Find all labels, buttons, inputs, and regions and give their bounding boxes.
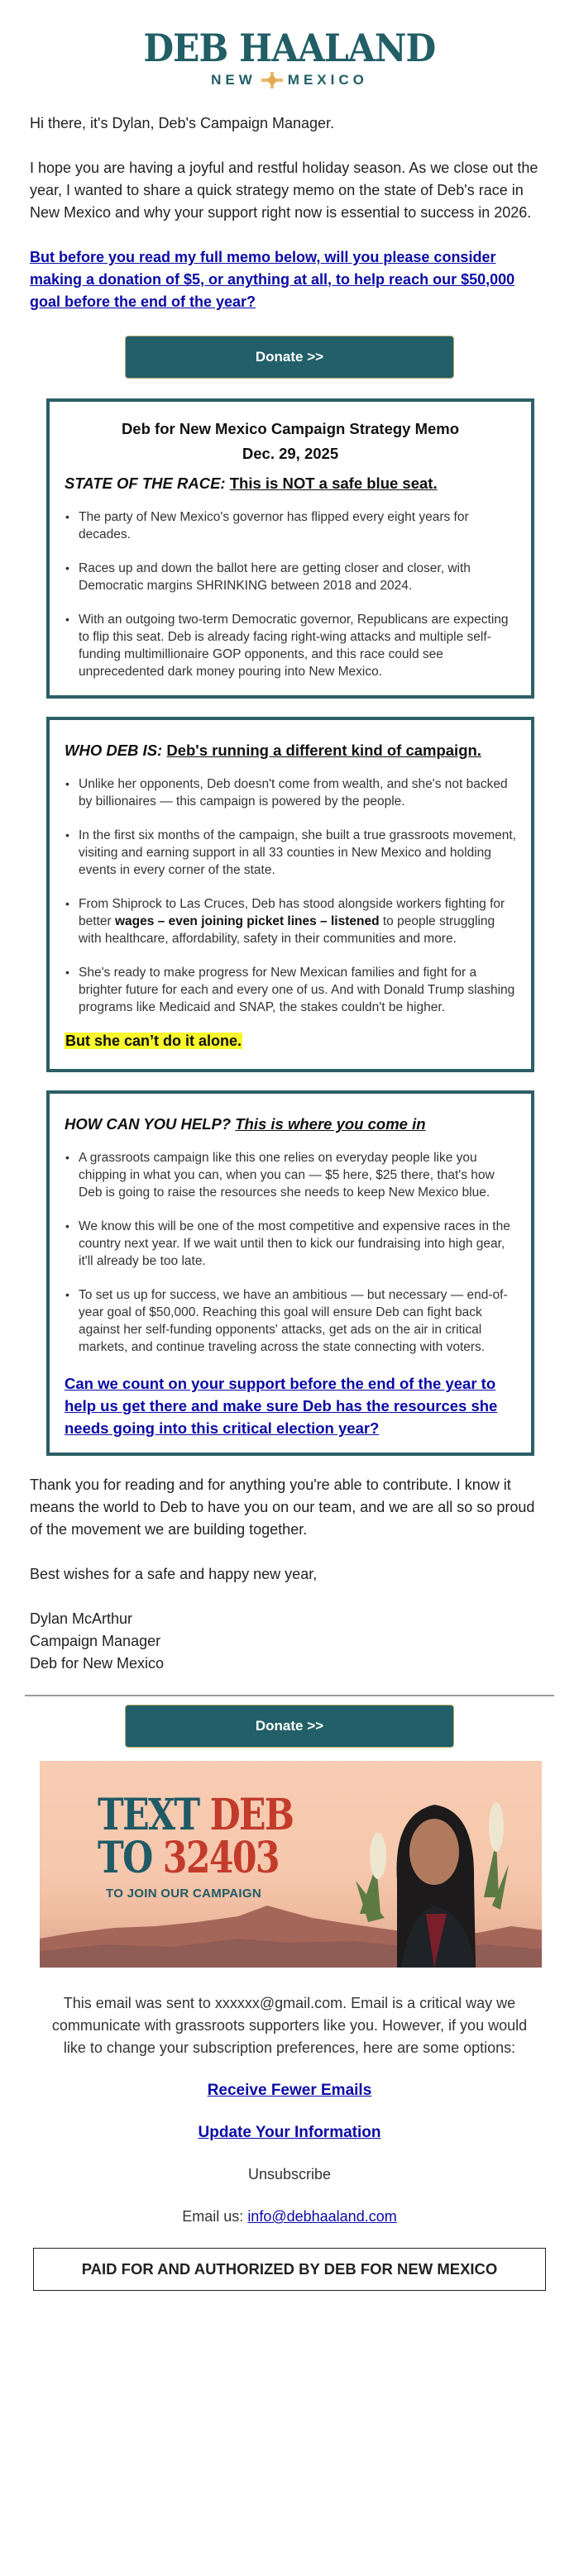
receive-fewer-emails-link[interactable]: Receive Fewer Emails [207,2082,372,2099]
update-information-link[interactable]: Update Your Information [198,2124,381,2141]
section-label: HOW CAN YOU HELP? [65,1115,232,1133]
bullet-list [65,775,516,1016]
highlighted-callout: But she can’t do it alone. [65,1033,242,1049]
memo-title-text: Deb for New Mexico Campaign Strategy Memo [121,420,460,437]
section-headline: Deb's running a different kind of campaign. [166,742,481,759]
banner-headline: TEXT DEB TO 32403 [98,1790,294,1883]
list-item: • Unlike her opponents, Deb doesn't come from wealth, and she's not backed by billionaires — this campaign is powered by the people. [79,775,516,810]
section-label: WHO DEB IS: [65,742,163,759]
text-deb-banner-image[interactable] [40,1761,542,1968]
signature-name: Dylan McArthur [30,1610,133,1627]
memo-date: Dec. 29, 2025 [242,445,339,462]
logo-sub-right: MEXICO [287,72,368,88]
logo-wordmark: DEB HAALAND [143,26,436,70]
list-item: • The party of New Mexico's governor has flipped every eight years for decades. [79,508,516,543]
section-heading [65,475,516,492]
section-headline: This is where you come in [235,1115,426,1133]
donate-button[interactable]: Donate >> [125,336,454,379]
list-item: • We know this will be one of the most competitive and expensive races in the country next year. If we wait until then to kick our fundraising into high gear, it'll already be too late. [79,1218,516,1270]
list-item: • To set us up for success, we have an ambitious — but necessary — end-of-year goal of $50,000. Reaching this goal will ensure Deb can fight back against her self-funding opponents' attacks, get ads on the air in critical markets, and continue traveling across the state connecting with voters. [79,1286,516,1356]
wishes-text: Best wishes for a safe and happy new year, [30,1566,318,1582]
campaign-logo[interactable] [0,0,579,107]
divider [25,1695,554,1696]
deb-haaland-portrait [352,1782,509,1968]
intro-section [0,112,579,313]
memo-box-state-of-race [46,398,534,699]
donate-button-wrap [0,1705,579,1748]
signature-title: Campaign Manager [30,1633,161,1649]
email-footer [0,1992,579,2228]
memo-box-who-deb-is [46,717,534,1072]
unsubscribe-link[interactable]: Unsubscribe [247,2166,332,2182]
section-heading [65,1115,516,1133]
donation-ask-link[interactable]: But before you read my full memo below, will you please consider making a donation of $5, or anything at all, to help reach our $50,000 goal before the end of the year? [30,249,515,310]
greeting-text: Hi there, it's Dylan, Deb's Campaign Manager. [30,115,335,131]
section-label: STATE OF THE RACE: [65,475,226,492]
bullet-list [65,508,516,680]
closing-section [0,1474,579,1675]
list-item: • With an outgoing two-term Democratic governor, Republicans are expecting to flip this seat. Deb is already facing right-wing attacks and multiple self-funding multimillionaire GOP opponents, and this race could see unprecedented dark money pouring into New Mexico. [79,611,516,680]
bullet-bold-text: wages – even joining picket lines – listened [114,914,380,928]
list-item: • In the first six months of the campaign, she built a true grassroots movement, visiting and earning support in all 33 counties in New Mexico and holding events in every corner of the state. [79,827,516,879]
email-label: Email us: [182,2208,244,2225]
logo-sub-left: NEW [211,72,256,88]
support-cta-link[interactable]: Can we count on your support before the end of the year to help us get there and make sure Deb has the resources she needs going into this critical election year? [65,1375,498,1437]
bullet-text: From Shiprock to Las Cruces, Deb has stood alongside workers fighting for better [79,897,505,928]
signature-block [30,1608,549,1675]
list-item: • A grassroots campaign like this one relies on everyday people like you chipping in what you can, when you can — $5 here, $25 there, that's how Deb is going to raise the resources she needs to keep New Mexico blue. [79,1149,516,1201]
list-item [79,895,516,947]
list-item: • Races up and down the ballot here are getting closer and closer, with Democratic margins SHRINKING between 2018 and 2024. [79,560,516,594]
contact-line [41,2206,538,2228]
signature-org: Deb for New Mexico [30,1655,165,1672]
intro-paragraph: I hope you are having a joyful and restful holiday season. As we close out the year, I wanted to share a quick strategy memo on the state of Deb's race in New Mexico and why your support right now is essential to success in 2026. [30,160,538,221]
bullet-list [65,1149,516,1356]
banner-subline: TO JOIN OUR CAMPAIGN [106,1887,261,1901]
bullet-text: to people struggling with healthcare, affordability, safety in their communities and more. [79,914,495,946]
paid-for-disclaimer: PAID FOR AND AUTHORIZED BY DEB FOR NEW MEXICO [33,2248,546,2291]
section-heading [65,742,516,759]
list-item: • She's ready to make progress for New Mexican families and fight for a brighter future for each and every one of us. And with Donald Trump slashing programs like Medicaid and SNAP, the stakes couldn't be higher. [79,964,516,1016]
thanks-paragraph: Thank you for reading and for anything you're able to contribute. I know it means the world to Deb to have you on our team, and we are all so so proud of the movement we are building together. [30,1476,535,1538]
memo-title [65,417,516,466]
donate-button[interactable]: Donate >> [125,1705,454,1748]
donate-button-wrap [0,336,579,379]
zia-sun-symbol-icon [261,72,283,88]
contact-email-link[interactable]: info@debhaaland.com [247,2208,397,2225]
memo-box-how-can-you-help [46,1090,534,1456]
logo-subtitle [211,72,368,88]
subscription-notice: This email was sent to xxxxxx@gmail.com. Email is a critical way we communicate with grassroots supporters like you. However, if you would like to change your subscription preferences, here are some options: [51,1995,528,2056]
section-headline: This is NOT a safe blue seat. [229,475,438,492]
